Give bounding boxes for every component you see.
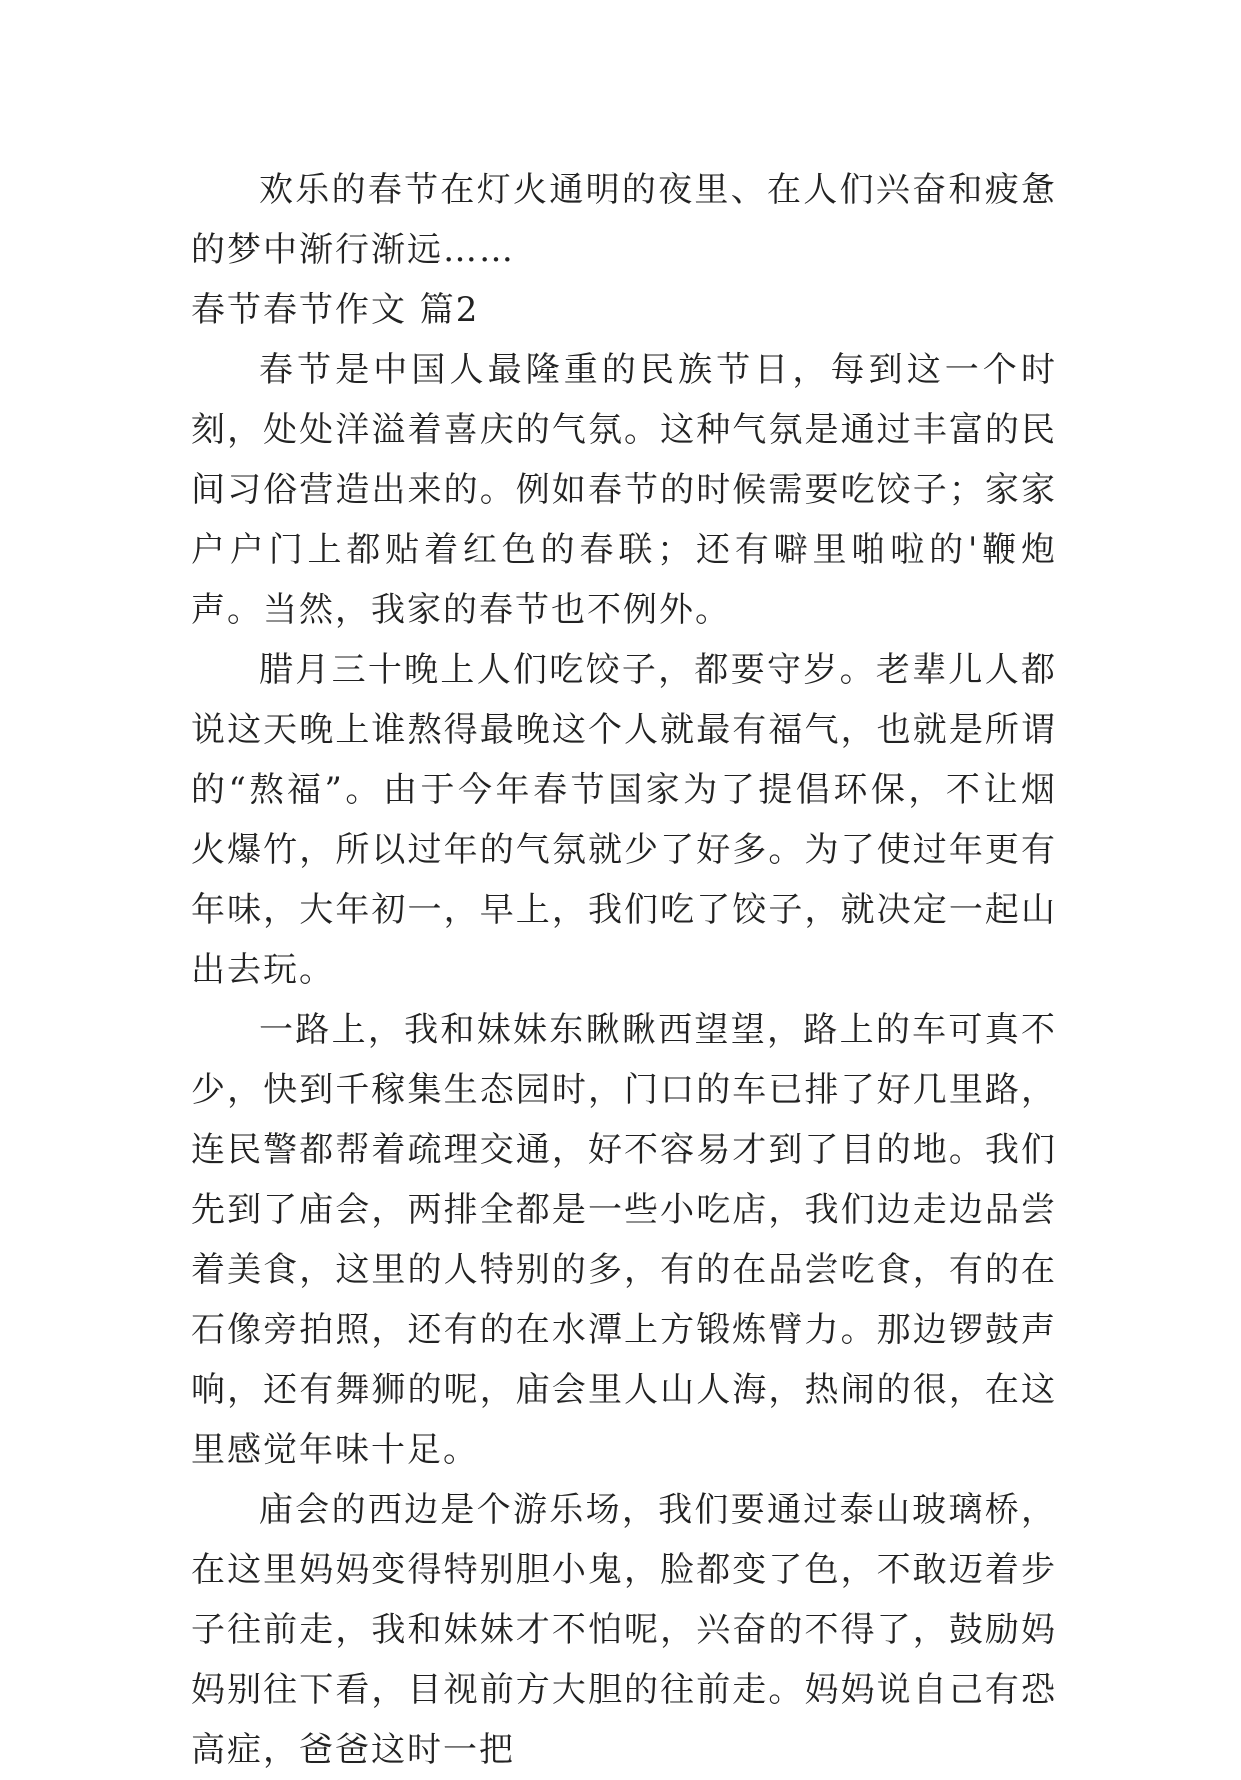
paragraph-4: 一路上，我和妹妹东瞅瞅西望望，路上的车可真不少，快到千稼集生态园时，门口的车已排了好几里路，连民警都帮着疏理交通，好不容易才到了目的地。我们先到了庙会，两排全都是一些小吃店，我们边走边品尝着美食，这里的人特别的多，有的在品尝吃食，有的在石像旁拍照，还有的在水潭上方锻炼臂力。那边锣鼓声响，还有舞狮的呢，庙会里人山人海，热闹的很，在这里感觉年味十足。: [191, 1010, 1057, 1470]
paragraph-3: 腊月三十晚上人们吃饺子，都要守岁。老辈儿人都说这天晚上谁熬得最晚这个人就最有福气，也就是所谓的“熬福”。由于今年春节国家为了提倡环保，不让烟火爆竹，所以过年的气氛就少了好多。为了使过年更有年味，大年初一，早上，我们吃了饺子，就决定一起山出去玩。: [191, 650, 1057, 990]
document-body: [191, 160, 1057, 1780]
paragraph-5: 庙会的西边是个游乐场，我们要通过泰山玻璃桥，在这里妈妈变得特别胆小鬼，脸都变了色，不敢迈着步子往前走，我和妹妹才不怕呢，兴奋的不得了，鼓励妈妈别往下看，目视前方大胆的往前走。妈妈说自己有恐高症，爸爸这时一把: [191, 1490, 1057, 1770]
section-heading: 春节春节作文 篇2: [191, 290, 480, 330]
paragraph-2: 春节是中国人最隆重的民族节日，每到这一个时刻，处处洋溢着喜庆的气氛。这种气氛是通过丰富的民间习俗营造出来的。例如春节的时候需要吃饺子；家家户户门上都贴着红色的春联；还有噼里啪啦的'鞭炮声。当然，我家的春节也不例外。: [191, 350, 1057, 630]
paragraph-1: 欢乐的春节在灯火通明的夜里、在人们兴奋和疲惫的梦中渐行渐远……: [191, 170, 1057, 270]
